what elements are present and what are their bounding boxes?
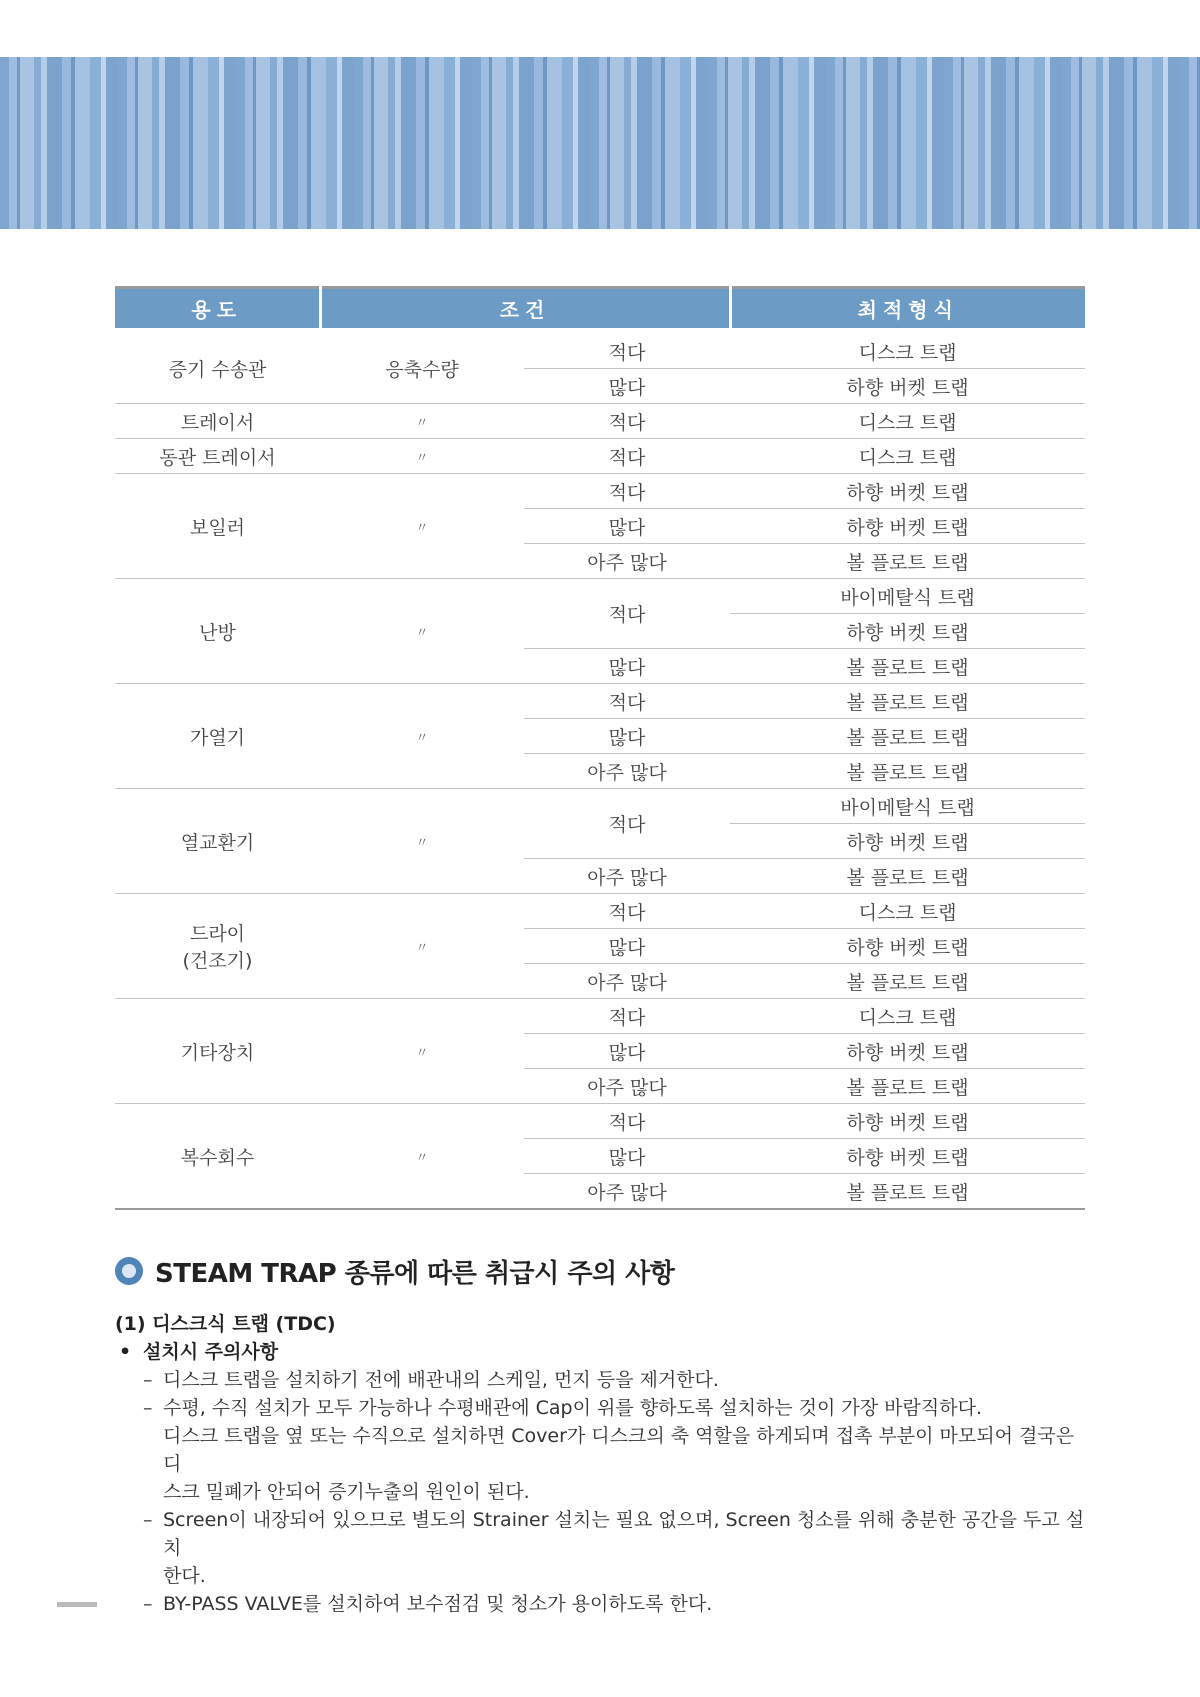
table-row — [115, 894, 1085, 929]
header-banner — [0, 57, 1200, 229]
cell-trap-type: 바이메탈식 트랩 — [730, 789, 1085, 824]
cell-trap-type: 볼 플로트 트랩 — [730, 859, 1085, 894]
section-title: STEAM TRAP 종류에 따른 취급시 주의 사항 — [155, 1258, 675, 1289]
header-optimal-type: 최적형식 — [730, 288, 1085, 332]
cell-amount: 적다 — [524, 404, 730, 439]
cell-trap-type: 하향 버켓 트랩 — [730, 369, 1085, 404]
table-row — [115, 789, 1085, 824]
cell-amount: 적다 — [524, 789, 730, 859]
cell-amount: 적다 — [524, 579, 730, 649]
list-item-line: 스크 밀폐가 안되어 증기누출의 원인이 된다. — [163, 1481, 530, 1503]
cell-use: 드라이 (건조기) — [115, 894, 320, 999]
cell-trap-type: 디스크 트랩 — [730, 439, 1085, 474]
cell-amount: 많다 — [524, 1139, 730, 1174]
cell-amount: 적다 — [524, 474, 730, 509]
cell-trap-type: 볼 플로트 트랩 — [730, 544, 1085, 579]
cell-condition: 〃 — [320, 474, 524, 579]
cell-amount: 많다 — [524, 649, 730, 684]
page-marker — [57, 1602, 97, 1607]
cell-trap-type: 볼 플로트 트랩 — [730, 1174, 1085, 1210]
cell-trap-type: 볼 플로트 트랩 — [730, 964, 1085, 999]
cell-trap-type: 디스크 트랩 — [730, 331, 1085, 369]
caution-list — [115, 1366, 1085, 1618]
list-item-line: 디스크 트랩을 옆 또는 수직으로 설치하면 Cover가 디스크의 축 역할을 하게되며 접촉 부분이 마모되어 결국은 디 — [163, 1425, 1075, 1475]
table-row — [115, 331, 1085, 369]
cell-trap-type: 하향 버켓 트랩 — [730, 614, 1085, 649]
bullet-dot-icon: • — [119, 1341, 132, 1363]
cell-amount: 적다 — [524, 999, 730, 1034]
cell-use: 트레이서 — [115, 404, 320, 439]
cell-condition: 〃 — [320, 999, 524, 1104]
cell-use: 난방 — [115, 579, 320, 684]
cell-trap-type: 볼 플로트 트랩 — [730, 1069, 1085, 1104]
section-body — [115, 1310, 1085, 1618]
cell-amount: 아주 많다 — [524, 544, 730, 579]
cell-amount: 적다 — [524, 439, 730, 474]
cell-trap-type: 디스크 트랩 — [730, 999, 1085, 1034]
cell-amount: 적다 — [524, 894, 730, 929]
table-row — [115, 1104, 1085, 1139]
cell-trap-type: 하향 버켓 트랩 — [730, 824, 1085, 859]
list-item — [143, 1366, 1085, 1394]
list-item-line: – Screen이 내장되어 있으므로 별도의 Strainer 설치는 필요 없으며, Screen 청소를 위해 충분한 공간을 두고 설치 — [163, 1509, 1085, 1559]
cell-amount: 많다 — [524, 509, 730, 544]
section-heading — [115, 1251, 674, 1291]
cell-amount: 아주 많다 — [524, 754, 730, 789]
cell-amount: 많다 — [524, 369, 730, 404]
list-item-line: 한다. — [163, 1565, 206, 1587]
cell-amount: 아주 많다 — [524, 1174, 730, 1210]
list-item — [143, 1590, 1085, 1618]
list-item-line: – 수평, 수직 설치가 모두 가능하나 수평배관에 Cap이 위를 향하도록 설치하는 것이 가장 바람직하다. — [163, 1397, 982, 1419]
cell-trap-type: 하향 버켓 트랩 — [730, 1034, 1085, 1069]
cell-condition: 〃 — [320, 579, 524, 684]
list-item-line: – 디스크 트랩을 설치하기 전에 배관내의 스케일, 먼지 등을 제거한다. — [163, 1369, 719, 1391]
table-body — [115, 331, 1085, 1209]
header-use: 용도 — [115, 288, 320, 332]
cell-condition: 〃 — [320, 439, 524, 474]
cell-use: 보일러 — [115, 474, 320, 579]
cell-amount: 많다 — [524, 1034, 730, 1069]
cell-condition: 〃 — [320, 894, 524, 999]
table-header-row — [115, 288, 1085, 332]
cell-amount: 많다 — [524, 719, 730, 754]
section-subtitle: (1) 디스크식 트랩 (TDC) — [115, 1313, 336, 1335]
cell-trap-type: 디스크 트랩 — [730, 894, 1085, 929]
cell-use: 동관 트레이서 — [115, 439, 320, 474]
table-row — [115, 999, 1085, 1034]
cell-amount: 아주 많다 — [524, 1069, 730, 1104]
cell-condition: 〃 — [320, 1104, 524, 1210]
cell-trap-type: 하향 버켓 트랩 — [730, 929, 1085, 964]
cell-trap-type: 디스크 트랩 — [730, 404, 1085, 439]
list-item-line: – BY-PASS VALVE를 설치하여 보수점검 및 청소가 용이하도록 한다. — [163, 1593, 713, 1615]
cell-amount: 적다 — [524, 331, 730, 369]
cell-trap-type: 볼 플로트 트랩 — [730, 684, 1085, 719]
bullet-label: 설치시 주의사항 — [143, 1341, 279, 1363]
cell-use: 복수회수 — [115, 1104, 320, 1210]
steam-trap-table — [115, 286, 1085, 1210]
cell-trap-type: 하향 버켓 트랩 — [730, 1139, 1085, 1174]
cell-trap-type: 볼 플로트 트랩 — [730, 754, 1085, 789]
cell-trap-type: 하향 버켓 트랩 — [730, 474, 1085, 509]
cell-amount: 아주 많다 — [524, 964, 730, 999]
cell-use: 기타장치 — [115, 999, 320, 1104]
cell-trap-type: 바이메탈식 트랩 — [730, 579, 1085, 614]
cell-trap-type: 볼 플로트 트랩 — [730, 649, 1085, 684]
cell-trap-type: 볼 플로트 트랩 — [730, 719, 1085, 754]
bullet-heading — [115, 1338, 1085, 1366]
cell-trap-type: 하향 버켓 트랩 — [730, 1104, 1085, 1139]
circle-bullet-icon — [115, 1257, 143, 1285]
header-condition: 조건 — [320, 288, 730, 332]
cell-amount: 적다 — [524, 684, 730, 719]
table-row — [115, 579, 1085, 614]
table-row — [115, 404, 1085, 439]
list-item — [143, 1506, 1085, 1590]
cell-condition: 〃 — [320, 789, 524, 894]
cell-trap-type: 하향 버켓 트랩 — [730, 509, 1085, 544]
list-item — [143, 1394, 1085, 1506]
cell-use: 가열기 — [115, 684, 320, 789]
cell-amount: 많다 — [524, 929, 730, 964]
table-row — [115, 439, 1085, 474]
cell-use: 열교환기 — [115, 789, 320, 894]
cell-condition: 〃 — [320, 404, 524, 439]
table-row — [115, 474, 1085, 509]
cell-use: 증기 수송관 — [115, 331, 320, 404]
cell-condition: 〃 — [320, 684, 524, 789]
table-row — [115, 684, 1085, 719]
cell-condition: 응축수량 — [320, 331, 524, 404]
cell-amount: 아주 많다 — [524, 859, 730, 894]
cell-amount: 적다 — [524, 1104, 730, 1139]
